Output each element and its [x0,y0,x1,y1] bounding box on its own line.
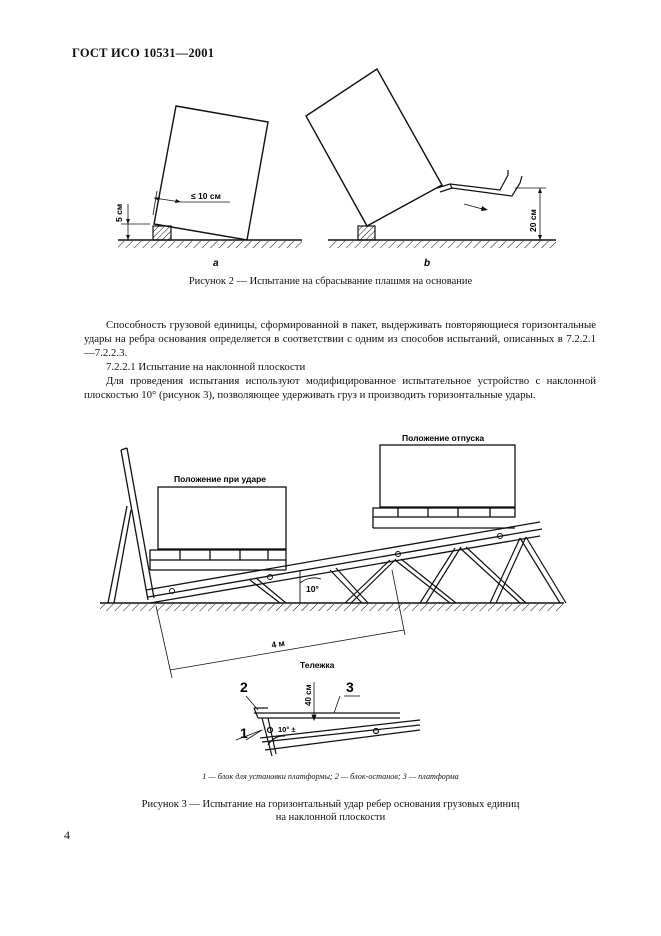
fig2b-release-mechanism [437,170,522,196]
fig3-40cm-label: 40 см [304,684,313,706]
fig2-sub-a: a [213,258,219,269]
fig3-cart-impact [150,487,286,570]
fig3-callout-1: 1 [240,725,248,741]
fig3-cart-label: Тележка [300,660,335,670]
figure-3-caption [0,798,661,824]
fig3-scissor-supports [250,537,566,603]
legend-num-3: 3 [402,772,407,781]
paragraph-1: Способность грузовой единицы, сформированной в пакет, выдерживать повторяющиеся горизонтальные удары на ребра основания определяется в соответствии с одним из способов испытаний, описанных в 7.2.2.1—7.2.2.3. [84,319,596,359]
body-text [84,318,596,402]
page-number: 4 [64,828,70,842]
legend-text-3: — платформа [406,772,459,781]
fig2-sub-b: b [424,258,431,269]
fig2a-10cm-label: ≤ 10 см [191,191,221,201]
fig3-stop-frame [108,448,154,603]
paragraph-2-heading: 7.2.2.1 Испытание на наклонной плоскости [106,361,306,373]
fig2b-load-box [306,69,442,226]
fig3-ground [100,603,564,611]
standard-header: ГОСТ ИСО 10531—2001 [72,46,215,60]
fig2a-5cm-label: 5 см [114,203,124,222]
fig2a-load-box [154,106,268,240]
fig3-cart-release [373,445,515,528]
fig3-impact-position-label: Положение при ударе [174,474,267,484]
legend-text-1: — блок для установки платформы; [206,772,335,781]
figure-3-caption-line-1: Рисунок 3 — Испытание на горизонтальный удар ребер основания грузовых единиц [141,799,520,810]
fig3-callout-3: 3 [346,679,354,695]
paragraph-3: Для проведения испытания используют модифицированное испытательное устройство с наклонной плоскостью 10° (рисунок 3), позволяющее удерживать груз и производить горизонтальные удары. [84,375,596,401]
fig2a-ground [118,240,302,248]
fig3-angle2-label: 10° ± [278,725,296,734]
figure-2-caption: Рисунок 2 — Испытание на сбрасывание плашмя на основание [188,276,473,287]
fig3-4m-label: 4 м [270,637,286,650]
fig2b-support-block [358,226,375,240]
fig2b-20cm-label: 20 см [528,209,538,232]
figure-3-caption-line-2: на наклонной плоскости [275,812,386,823]
fig2b-ground [328,240,556,248]
fig3-callout-2: 2 [240,679,248,695]
figure-3-legend [0,772,661,781]
figure-3-drawing [0,420,661,780]
fig3-release-position-label: Положение отпуска [402,433,485,443]
legend-text-2: — блок-останов; [338,772,403,781]
figure-2-drawing [0,0,661,300]
fig3-angle-label: 10° [306,584,319,594]
fig2a-support-block [153,226,171,240]
fig2b-motion-arrow [464,204,488,211]
fig2a-5cm-dimension [121,204,150,240]
legend-num-2: 2 [334,772,339,781]
legend-num-1: 1 [202,772,207,781]
